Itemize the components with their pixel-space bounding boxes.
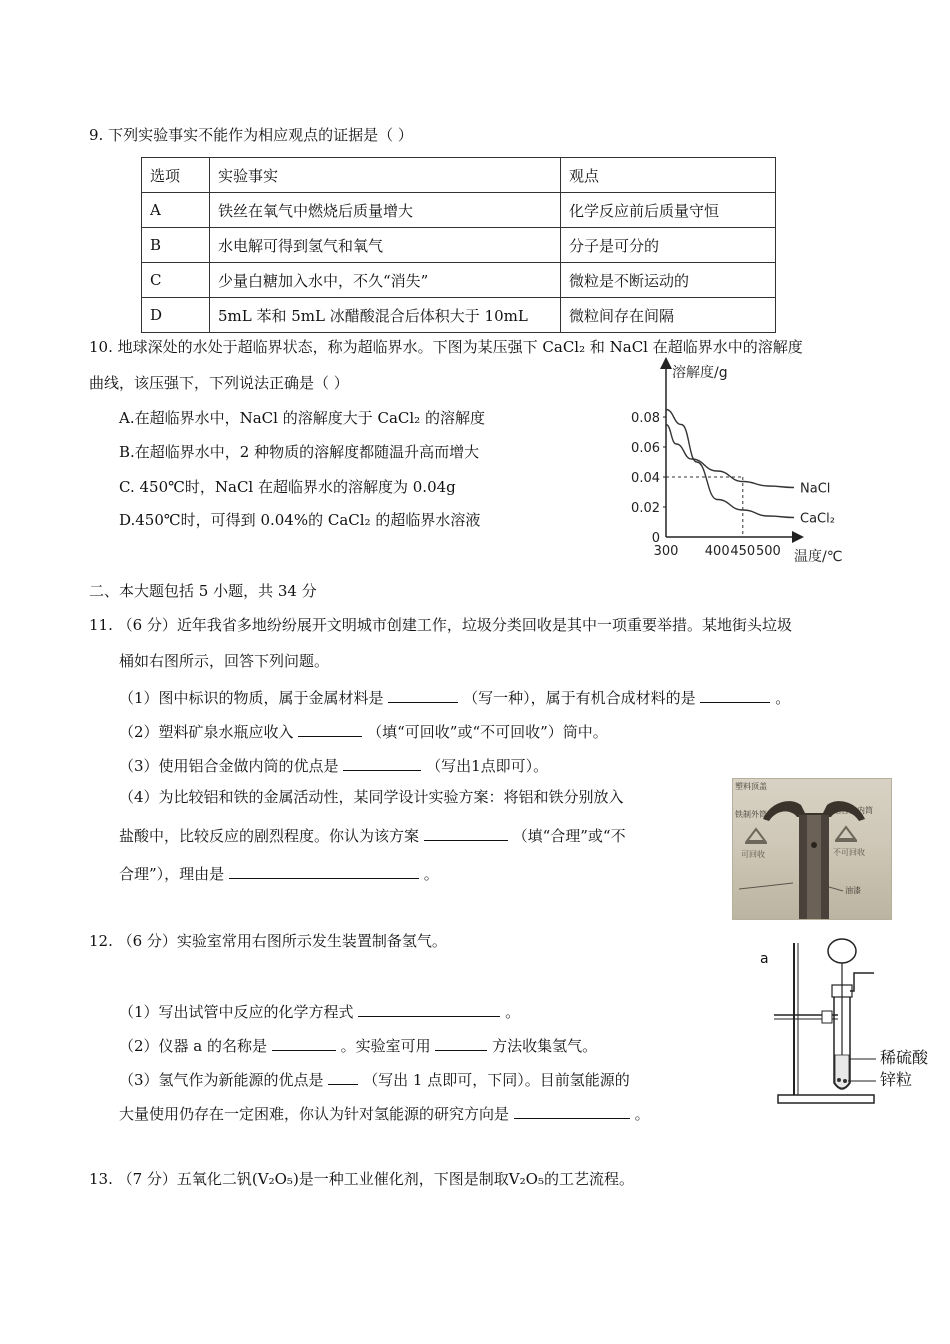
q10-option-a: A.在超临界水中，NaCl 的溶解度大于 CaCl₂ 的溶解度 xyxy=(119,409,485,427)
q11-part2-text-b: （填“可回收”或“不可回收”）筒中。 xyxy=(367,723,608,741)
q10-option-d: D.450℃时，可得到 0.04%的 CaCl₂ 的超临界水溶液 xyxy=(119,511,481,529)
answer-blank[interactable] xyxy=(298,722,362,737)
table-cell: 微粒是不断运动的 xyxy=(561,263,776,298)
answer-blank[interactable] xyxy=(229,864,419,879)
delivery-tube xyxy=(850,973,874,991)
table-cell: 少量白糖加入水中，不久“消失” xyxy=(210,263,561,298)
table-cell: D xyxy=(142,298,210,333)
y-tick-label: 0 xyxy=(651,531,660,546)
series-line-cacl2 xyxy=(666,410,794,518)
recycle-icon xyxy=(745,829,767,843)
acid-liquid xyxy=(835,1055,849,1088)
y-tick-label: 0.06 xyxy=(631,441,660,456)
table-cell: 分子是可分的 xyxy=(561,228,776,263)
y-tick-label: 0.04 xyxy=(631,471,660,486)
answer-blank[interactable] xyxy=(272,1036,336,1051)
funnel-bulb xyxy=(828,939,856,963)
q12-part3-line2 xyxy=(119,1104,650,1122)
apparatus-label-zinc: 锌粒 xyxy=(880,1070,913,1089)
series-label: CaCl₂ xyxy=(800,511,835,527)
q12-part2-text-c: 方法收集氢气。 xyxy=(492,1037,598,1055)
photo-label: 铁制外筒 xyxy=(735,810,767,819)
q11-part1-text-b: （写一种），属于有机合成材料的是 xyxy=(463,689,696,707)
label-pointer xyxy=(739,883,793,889)
series-line-nacl xyxy=(666,425,794,488)
clamp-screw xyxy=(822,1011,832,1023)
answer-blank[interactable] xyxy=(435,1036,487,1051)
q11-part1-text-a: （1）图中标识的物质，属于金属材料是 xyxy=(119,689,384,707)
photo-label: 可回收 xyxy=(741,850,765,859)
table-row xyxy=(142,228,776,263)
table-cell: 微粒间存在间隔 xyxy=(561,298,776,333)
solubility-chart xyxy=(610,355,870,570)
q12-part3-text-c: 大量使用仍存在一定困难，你认为针对氢能源的研究方向是 xyxy=(119,1105,510,1123)
recycle-icon xyxy=(835,827,857,841)
table-row xyxy=(142,193,776,228)
table-cell: B xyxy=(142,228,210,263)
answer-blank[interactable] xyxy=(328,1070,358,1085)
answer-blank[interactable] xyxy=(700,688,770,703)
table-cell: 化学反应前后质量守恒 xyxy=(561,193,776,228)
q12-part1 xyxy=(119,1002,520,1020)
trash-bin-pole-highlight xyxy=(807,815,821,919)
answer-blank[interactable] xyxy=(514,1104,630,1119)
zinc-granule xyxy=(837,1078,841,1082)
table-row xyxy=(142,263,776,298)
stand-base xyxy=(778,1095,874,1103)
q12-part1-text-b: 。 xyxy=(505,1003,521,1021)
q11-part3 xyxy=(119,756,548,774)
zinc-granule xyxy=(843,1079,847,1083)
photo-label: 油漆 xyxy=(845,886,861,895)
q11-part4-line2 xyxy=(119,826,626,844)
q11-part4-text-c: （填“合理”或“不 xyxy=(512,827,626,845)
q12-part3-text-a: （3）氢气作为新能源的优点是 xyxy=(119,1071,324,1089)
q11-part4-text-b: 盐酸中，比较反应的剧烈程度。你认为该方案 xyxy=(119,827,420,845)
x-tick-label: 500 xyxy=(755,544,781,559)
x-tick-label: 400 xyxy=(704,544,730,559)
q9-table xyxy=(141,157,776,333)
photo-label: 铝合金内筒 xyxy=(833,806,873,815)
table-cell: 水电解可得到氢气和氧气 xyxy=(210,228,561,263)
table-cell: C xyxy=(142,263,210,298)
photo-label: 不可回收 xyxy=(833,848,865,857)
table-header-cell: 选项 xyxy=(142,158,210,193)
table-header-row xyxy=(142,158,776,193)
q12-part2-text-a: （2）仪器 a 的名称是 xyxy=(119,1037,268,1055)
trash-bin-hole xyxy=(811,842,817,848)
q10-line2: 曲线，该压强下，下列说法正确是（ ） xyxy=(89,374,349,392)
q11-part3-text-b: （写出1点即可）。 xyxy=(426,757,549,775)
y-tick-label: 0.08 xyxy=(631,411,660,426)
q11-part1-text-c: 。 xyxy=(775,689,791,707)
q12-part3 xyxy=(119,1070,630,1088)
q12-part2 xyxy=(119,1036,597,1054)
q9-title: 9. 下列实验事实不能作为相应观点的证据是（ ） xyxy=(89,126,413,144)
series-label: NaCl xyxy=(800,481,831,497)
answer-blank[interactable] xyxy=(424,826,508,841)
q10-option-c: C. 450℃时，NaCl 在超临界水的溶解度为 0.04g xyxy=(119,478,456,496)
q11-part4-text-e: 。 xyxy=(423,865,439,883)
x-tick-label: 300 xyxy=(653,544,679,559)
table-cell: 铁丝在氧气中燃烧后质量增大 xyxy=(210,193,561,228)
photo-label: 塑料顶盖 xyxy=(735,782,767,791)
q11-part2-text-a: （2）塑料矿泉水瓶应收入 xyxy=(119,723,294,741)
q10-option-b: B.在超临界水中，2 种物质的溶解度都随温升高而增大 xyxy=(119,443,480,461)
table-header-cell: 实验事实 xyxy=(210,158,561,193)
q11-part4-text-d: 合理”），理由是 xyxy=(119,865,225,883)
q11-part1 xyxy=(119,688,790,706)
answer-blank[interactable] xyxy=(343,756,421,771)
q12-part3-text-b: （写出 1 点即可，下同）。目前氢能源的 xyxy=(363,1071,630,1089)
q11-part4-line3 xyxy=(119,864,439,882)
y-axis-label: 溶解度/g xyxy=(672,365,728,381)
table-header-cell: 观点 xyxy=(561,158,776,193)
table-cell: A xyxy=(142,193,210,228)
q11-line2: 桶如右图所示，回答下列问题。 xyxy=(119,652,330,670)
q12-part2-text-b: 。实验室可用 xyxy=(340,1037,431,1055)
q11-part4-line1: （4）为比较铝和铁的金属活动性，某同学设计实验方案：将铝和铁分别放入 xyxy=(119,788,624,806)
q13-line1: 13. （7 分）五氧化二钒(V₂O₅)是一种工业催化剂，下图是制取V₂O₅的工艺流程。 xyxy=(89,1170,634,1188)
x-axis-label: 温度/℃ xyxy=(794,549,843,565)
answer-blank[interactable] xyxy=(388,688,458,703)
x-tick-label: 450 xyxy=(730,544,756,559)
q12-line1: 12. （6 分）实验室常用右图所示发生装置制备氢气。 xyxy=(89,932,447,950)
answer-blank[interactable] xyxy=(358,1002,500,1017)
q12-part3-text-d: 。 xyxy=(634,1105,650,1123)
q10-line1: 10. 地球深处的水处于超临界状态，称为超临界水。下图为某压强下 CaCl₂ 和 NaCl 在超临界水中的溶解度 xyxy=(89,338,803,356)
trash-bin-photo xyxy=(732,778,892,920)
q11-line1: 11. （6 分）近年我省多地纷纷展开文明城市创建工作，垃圾分类回收是其中一项重要举措。某地街头垃圾 xyxy=(89,616,792,634)
q11-part2 xyxy=(119,722,608,740)
table-cell: 5mL 苯和 5mL 冰醋酸混合后体积大于 10mL xyxy=(210,298,561,333)
apparatus-label-acid: 稀硫酸 xyxy=(880,1048,929,1067)
label-pointer xyxy=(829,887,843,891)
q11-part3-text-a: （3）使用铝合金做内筒的优点是 xyxy=(119,757,339,775)
table-row xyxy=(142,298,776,333)
q12-part1-text-a: （1）写出试管中反应的化学方程式 xyxy=(119,1003,354,1021)
y-tick-label: 0.02 xyxy=(631,501,660,516)
section-heading: 二、本大题包括 5 小题，共 34 分 xyxy=(89,582,317,600)
apparatus-label-a: a xyxy=(760,951,769,967)
